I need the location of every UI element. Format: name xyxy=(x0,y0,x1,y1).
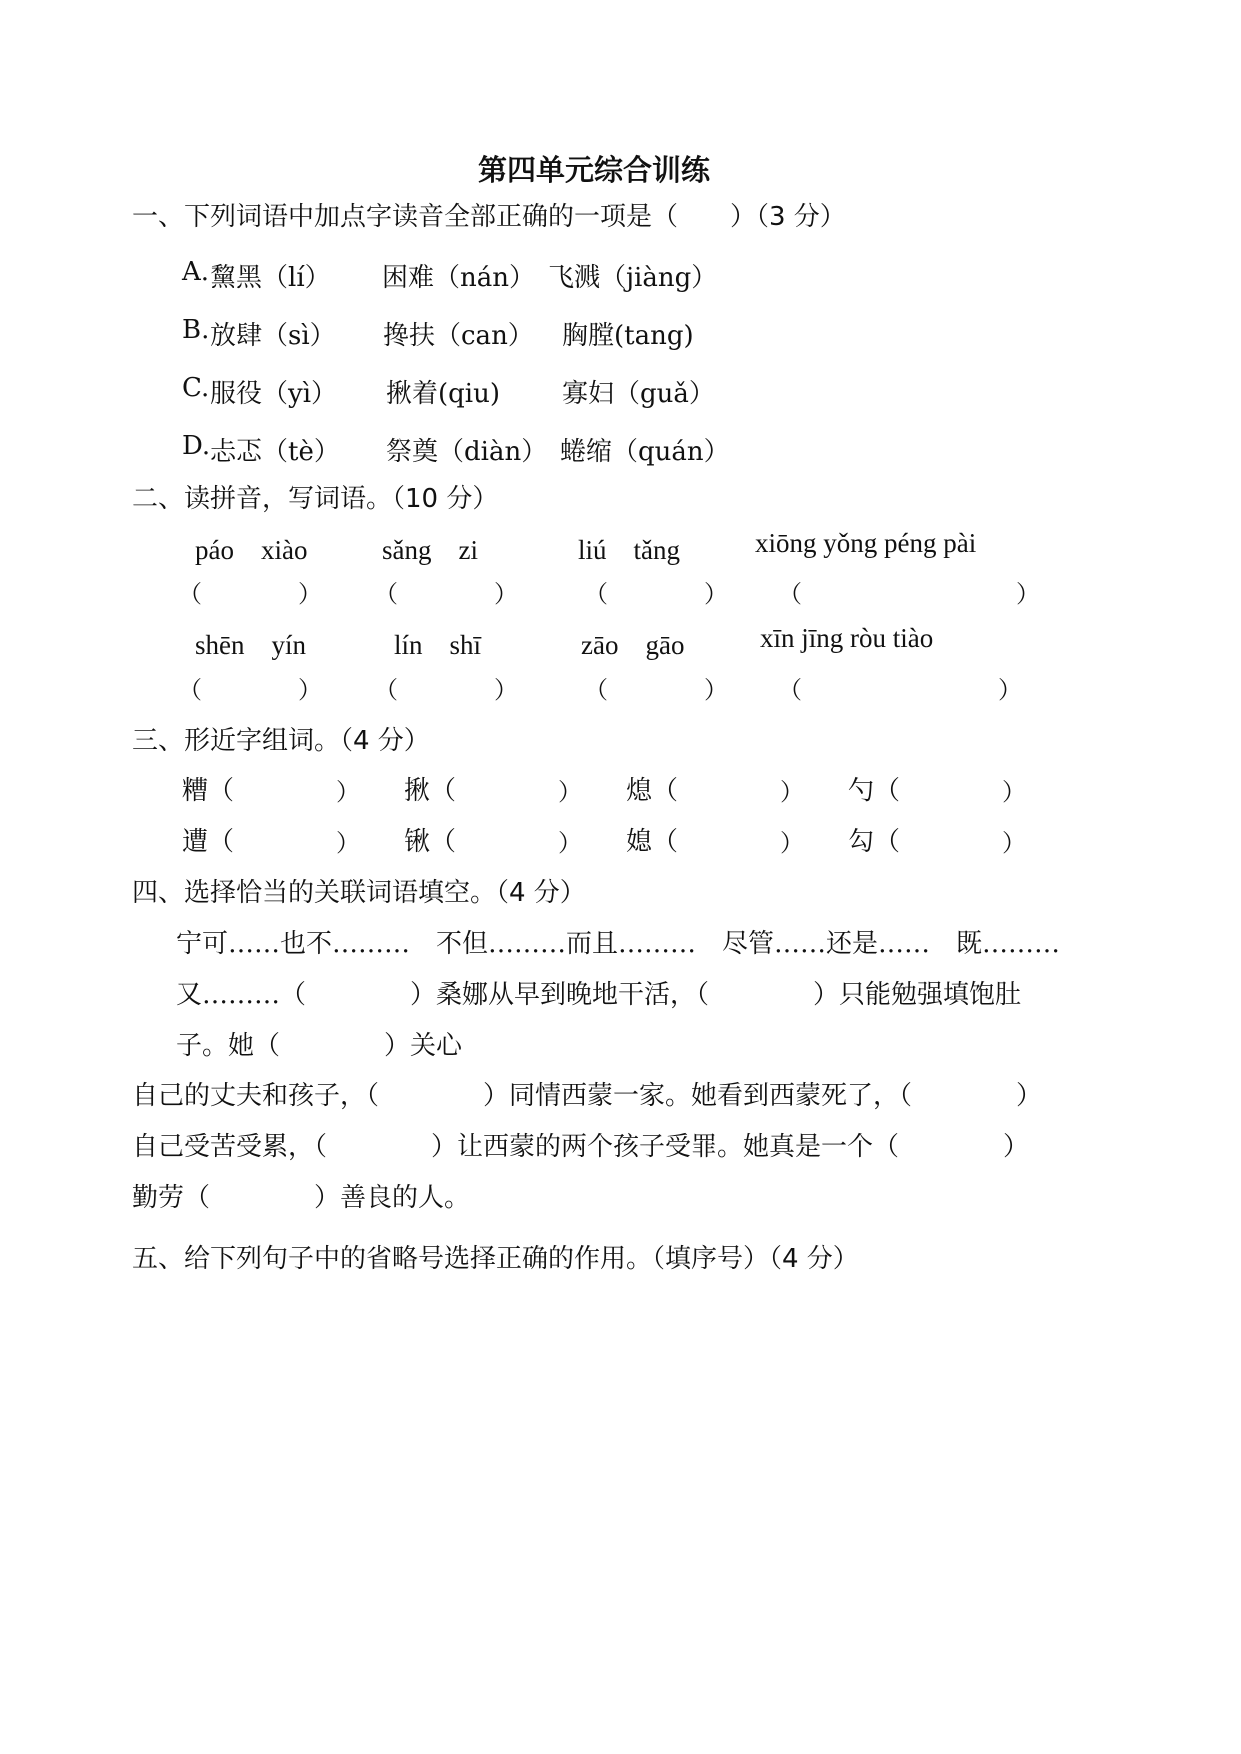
answer-blank-open: （ xyxy=(178,580,202,608)
q1-option-c-word-3: 寡妇（guǎ） xyxy=(562,379,715,409)
pinyin-prompt: xiōng yǒng péng pài xyxy=(755,528,977,558)
q1-option-c-word-1: 服役（yì） xyxy=(210,379,338,409)
answer-blank-close: ） xyxy=(780,778,804,806)
answer-blank-open: （ xyxy=(778,676,802,704)
answer-blank-open: （ xyxy=(778,580,802,608)
answer-blank-close: ） xyxy=(298,676,322,704)
answer-blank-open: （ xyxy=(584,676,608,704)
answer-blank-close: ） xyxy=(780,829,804,857)
pinyin-prompt: lín shī xyxy=(394,630,482,660)
q1-option-b-word-3: 胸膛(tang) xyxy=(562,321,694,351)
answer-blank-close: ） xyxy=(336,829,360,857)
q4-passage-line: 自己受苦受累，（ ）让西蒙的两个孩子受罪。她真是一个（ ） xyxy=(132,1132,1030,1162)
answer-blank-close: ） xyxy=(704,676,728,704)
question-5-heading: 五、给下列句子中的省略号选择正确的作用。（填序号）（4 分） xyxy=(132,1244,859,1274)
pinyin-prompt: zāo gāo xyxy=(581,630,685,660)
answer-blank-close: ） xyxy=(1016,580,1040,608)
answer-blank-close: ） xyxy=(1002,829,1026,857)
q4-passage-line: 宁可……也不……… 不但………而且……… 尽管……还是…… 既……… xyxy=(176,929,1061,959)
q1-option-b-word-2: 搀扶（can） xyxy=(383,321,534,351)
q1-option-b-label: B. xyxy=(182,315,210,345)
similar-char-item: 遭（ xyxy=(182,827,235,857)
similar-char-item: 糟（ xyxy=(182,776,235,806)
answer-blank-close: ） xyxy=(704,580,728,608)
answer-blank-close: ） xyxy=(494,676,518,704)
q4-passage-line: 子。她（ ）关心 xyxy=(176,1031,463,1061)
similar-char-item: 锹（ xyxy=(404,827,457,857)
q1-option-a-word-2: 困难（nán） xyxy=(382,263,535,293)
pinyin-prompt: sǎng zi xyxy=(382,535,478,565)
answer-blank-open: （ xyxy=(374,580,398,608)
q1-option-d-word-1: 忐忑（tè） xyxy=(210,437,340,467)
pinyin-prompt: liú tǎng xyxy=(578,535,680,565)
q1-option-a-label: A. xyxy=(182,257,210,287)
page-title: 第四单元综合训练 xyxy=(478,153,711,187)
answer-blank-close: ） xyxy=(336,778,360,806)
answer-blank-open: （ xyxy=(374,676,398,704)
answer-blank-open: （ xyxy=(584,580,608,608)
q1-option-b-word-1: 放肆（sì） xyxy=(210,321,336,351)
q1-option-c-word-2: 揪着(qiu) xyxy=(386,379,500,409)
pinyin-prompt: páo xiào xyxy=(195,535,308,565)
q1-option-a-word-3: 飞溅（jiàng） xyxy=(548,263,718,293)
pinyin-prompt: shēn yín xyxy=(195,630,306,660)
similar-char-item: 揪（ xyxy=(404,776,457,806)
similar-char-item: 勾（ xyxy=(848,827,901,857)
q1-option-d-word-2: 祭奠（diàn） xyxy=(386,437,548,467)
answer-blank-close: ） xyxy=(1002,778,1026,806)
q4-passage-line: 勤劳（ ）善良的人。 xyxy=(132,1183,471,1213)
answer-blank-close: ） xyxy=(558,778,582,806)
q1-option-d-word-3: 蜷缩（quán） xyxy=(560,437,730,467)
answer-blank-close: ） xyxy=(558,829,582,857)
q1-option-a-word-1: 黧黑（lí） xyxy=(210,263,331,293)
q4-passage-line: 自己的丈夫和孩子，（ ）同情西蒙一家。她看到西蒙死了，（ ） xyxy=(132,1081,1043,1111)
similar-char-item: 熄（ xyxy=(626,776,679,806)
answer-blank-close: ） xyxy=(298,580,322,608)
pinyin-prompt: xīn jīng ròu tiào xyxy=(760,623,934,653)
q1-option-c-label: C. xyxy=(182,373,210,403)
answer-blank-close: ） xyxy=(494,580,518,608)
similar-char-item: 媳（ xyxy=(626,827,679,857)
answer-blank-open: （ xyxy=(178,676,202,704)
question-1-heading: 一、下列词语中加点字读音全部正确的一项是（ ）（3 分） xyxy=(132,202,846,232)
question-4-heading: 四、选择恰当的关联词语填空。（4 分） xyxy=(132,878,586,908)
similar-char-item: 勺（ xyxy=(848,776,901,806)
q4-passage-line: 又………（ ）桑娜从早到晚地干活，（ ）只能勉强填饱肚 xyxy=(176,980,1022,1010)
question-2-heading: 二、读拼音，写词语。（10 分） xyxy=(132,484,499,514)
q1-option-d-label: D. xyxy=(182,431,211,461)
question-3-heading: 三、形近字组词。（4 分） xyxy=(132,726,430,756)
answer-blank-close: ） xyxy=(998,676,1022,704)
